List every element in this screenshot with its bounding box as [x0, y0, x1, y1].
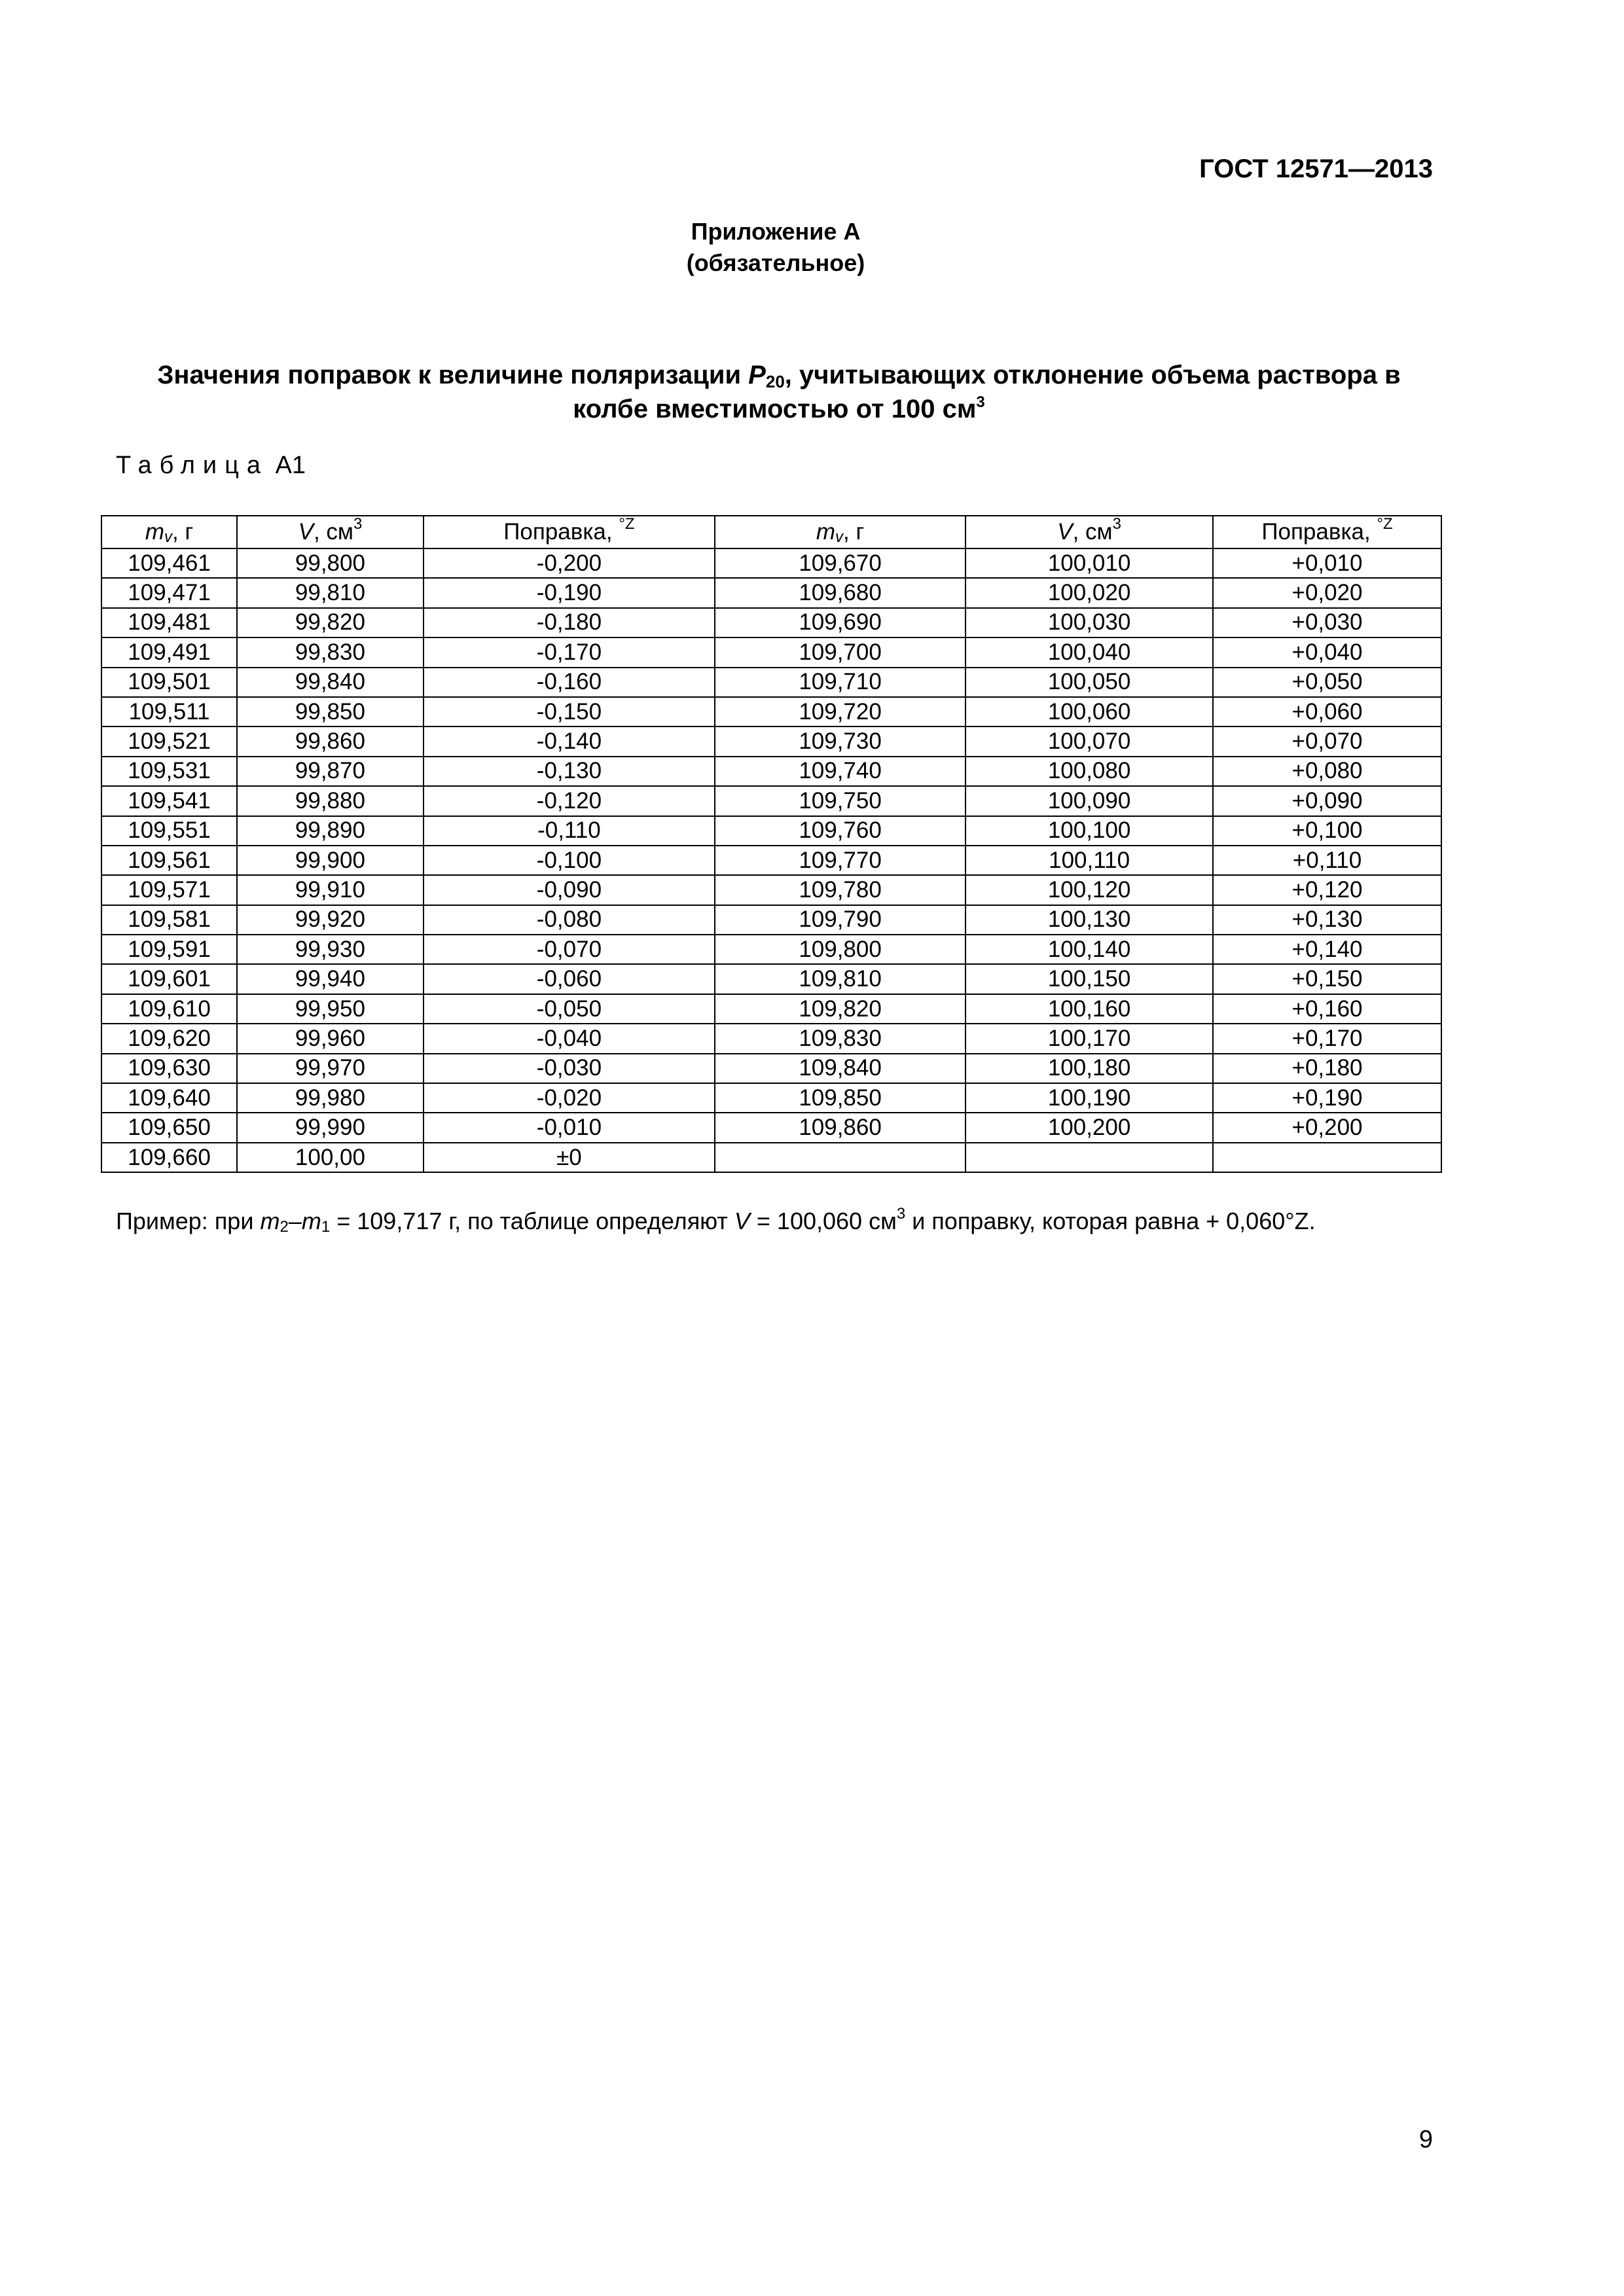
appendix-status: (обязательное): [686, 249, 865, 276]
table-row: [101, 846, 1441, 875]
table-row: [101, 637, 1441, 667]
table-row: [101, 548, 1441, 578]
table-cell: -0,110: [424, 816, 715, 846]
header-volume: V, $см^3$: [965, 516, 1213, 548]
table-cell: 109,840: [715, 1054, 965, 1083]
table-cell: 100,130: [965, 905, 1213, 935]
table-cell: 109,710: [715, 668, 965, 697]
section-title: [118, 358, 1440, 426]
table-cell: -0,120: [424, 786, 715, 816]
table-cell: 100,180: [965, 1054, 1213, 1083]
table-cell: 109,551: [101, 816, 237, 846]
table-cell: 99,850: [237, 697, 424, 726]
table-cell: 109,601: [101, 964, 237, 994]
table-row: [101, 1024, 1441, 1053]
table-row: [101, 875, 1441, 905]
table-cell: 99,960: [237, 1024, 424, 1053]
header-mass: $m_v$, г: [715, 516, 965, 548]
table-row: [101, 1083, 1441, 1113]
table-cell: -0,140: [424, 726, 715, 756]
table-cell: 109,740: [715, 757, 965, 786]
example-label: Пример:: [116, 1208, 208, 1234]
table-cell: 109,591: [101, 935, 237, 964]
title-text-part1: Значения поправок к величине поляризации: [157, 361, 749, 389]
table-cell: 109,680: [715, 578, 965, 607]
table-cell: +0,100: [1213, 816, 1441, 846]
table-cell: 109,481: [101, 608, 237, 637]
table-cell: -0,080: [424, 905, 715, 935]
table-cell: -0,070: [424, 935, 715, 964]
table-cell: 109,491: [101, 637, 237, 667]
example-note: Пример: при $m_2-m_1 = 109,717$ г, по таблице определяют V = 100,060 $см^3$ и поправку, которая равна + 0,060°Z.: [116, 1205, 1316, 1236]
table-cell: 109,700: [715, 637, 965, 667]
table-cell: +0,010: [1213, 548, 1441, 578]
table-cell: +0,050: [1213, 668, 1441, 697]
title-symbol: P: [748, 361, 766, 389]
table-row: [101, 1143, 1441, 1172]
table-cell: 109,541: [101, 786, 237, 816]
table-cell: 100,150: [965, 964, 1213, 994]
table-cell: -0,050: [424, 994, 715, 1024]
table-cell: 100,050: [965, 668, 1213, 697]
title-text-part2: , учитывающих отклонение объема раствора в колбе вместимостью от 100 см: [573, 361, 1401, 423]
table-cell: 109,790: [715, 905, 965, 935]
table-cell: 99,810: [237, 578, 424, 607]
document-code: ГОСТ 12571—2013: [1199, 154, 1433, 183]
table-cell: 99,840: [237, 668, 424, 697]
table-cell: 109,561: [101, 846, 237, 875]
table-cell: 109,571: [101, 875, 237, 905]
table-cell: -0,090: [424, 875, 715, 905]
table-cell: 109,610: [101, 994, 237, 1024]
appendix-heading: [0, 216, 1551, 279]
table-cell: 99,900: [237, 846, 424, 875]
table-cell: -0,060: [424, 964, 715, 994]
table-cell: -0,010: [424, 1113, 715, 1142]
table-cell: +0,080: [1213, 757, 1441, 786]
header-correction: Поправка, $^{^\circ Z}$: [1213, 516, 1441, 548]
table-cell: 109,640: [101, 1083, 237, 1113]
table-cell: 109,660: [101, 1143, 237, 1172]
table-row: [101, 935, 1441, 964]
table-row: [101, 697, 1441, 726]
table-row: [101, 608, 1441, 637]
table-caption-word: Таблица: [116, 452, 268, 479]
table-cell: 109,820: [715, 994, 965, 1024]
table-caption: [116, 452, 306, 480]
table-cell: 99,910: [237, 875, 424, 905]
table-cell: 109,620: [101, 1024, 237, 1053]
table-cell: 99,880: [237, 786, 424, 816]
table-cell: 109,800: [715, 935, 965, 964]
table-cell: +0,180: [1213, 1054, 1441, 1083]
table-cell: 109,581: [101, 905, 237, 935]
table-cell: +0,040: [1213, 637, 1441, 667]
table-cell: 109,461: [101, 548, 237, 578]
table-cell: 109,860: [715, 1113, 965, 1142]
table-cell: 109,730: [715, 726, 965, 756]
table-cell: 100,060: [965, 697, 1213, 726]
table-row: [101, 757, 1441, 786]
table-cell: +0,030: [1213, 608, 1441, 637]
table-cell: 109,471: [101, 578, 237, 607]
header-correction: Поправка, $^{^\circ Z}$: [424, 516, 715, 548]
table-row: [101, 578, 1441, 607]
table-row: [101, 905, 1441, 935]
table-row: [101, 786, 1441, 816]
table-cell: ±0: [424, 1143, 715, 1172]
table-row: [101, 964, 1441, 994]
table-cell: -0,100: [424, 846, 715, 875]
table-cell: -0,150: [424, 697, 715, 726]
table-cell: -0,200: [424, 548, 715, 578]
table-cell: 99,860: [237, 726, 424, 756]
table-cell: 109,690: [715, 608, 965, 637]
table-cell: 100,070: [965, 726, 1213, 756]
table-cell: 99,940: [237, 964, 424, 994]
table-cell: +0,070: [1213, 726, 1441, 756]
table-cell: 100,190: [965, 1083, 1213, 1113]
page-number: 9: [1418, 2126, 1433, 2153]
table-cell: 99,950: [237, 994, 424, 1024]
header-volume: V, $см^3$: [237, 516, 424, 548]
title-sup: 3: [976, 393, 985, 411]
table-cell: [965, 1143, 1213, 1172]
table-cell: +0,170: [1213, 1024, 1441, 1053]
table-cell: +0,140: [1213, 935, 1441, 964]
corrections-table: [101, 515, 1442, 1173]
table-cell: 99,890: [237, 816, 424, 846]
table-caption-id: А1: [275, 452, 306, 479]
table-cell: 99,930: [237, 935, 424, 964]
table-cell: +0,110: [1213, 846, 1441, 875]
table-cell: 99,870: [237, 757, 424, 786]
table-cell: 100,080: [965, 757, 1213, 786]
header-mass: $m_v$, г: [101, 516, 237, 548]
table-cell: 99,920: [237, 905, 424, 935]
table-cell: +0,190: [1213, 1083, 1441, 1113]
table-cell: 109,850: [715, 1083, 965, 1113]
table-cell: -0,170: [424, 637, 715, 667]
table-cell: 99,990: [237, 1113, 424, 1142]
table-row: [101, 816, 1441, 846]
table-row: [101, 726, 1441, 756]
table-cell: 109,770: [715, 846, 965, 875]
table-cell: [715, 1143, 965, 1172]
table-cell: +0,090: [1213, 786, 1441, 816]
table-cell: -0,180: [424, 608, 715, 637]
table-cell: [1213, 1143, 1441, 1172]
table-cell: +0,130: [1213, 905, 1441, 935]
table-row: [101, 1054, 1441, 1083]
table-cell: 99,830: [237, 637, 424, 667]
table-cell: -0,190: [424, 578, 715, 607]
table-cell: -0,130: [424, 757, 715, 786]
table-cell: -0,020: [424, 1083, 715, 1113]
table-row: [101, 1113, 1441, 1142]
table-cell: +0,150: [1213, 964, 1441, 994]
title-symbol-sub: 20: [765, 372, 785, 391]
appendix-label: Приложение А: [691, 218, 861, 245]
table-cell: 100,090: [965, 786, 1213, 816]
table-cell: +0,020: [1213, 578, 1441, 607]
table-cell: 109,501: [101, 668, 237, 697]
table-cell: 100,160: [965, 994, 1213, 1024]
table-cell: 100,140: [965, 935, 1213, 964]
table-cell: 109,521: [101, 726, 237, 756]
table-header-row: [101, 516, 1441, 548]
table-cell: 109,670: [715, 548, 965, 578]
table-cell: 100,010: [965, 548, 1213, 578]
table-cell: 109,830: [715, 1024, 965, 1053]
table-cell: +0,060: [1213, 697, 1441, 726]
table-cell: 99,800: [237, 548, 424, 578]
table-cell: 109,531: [101, 757, 237, 786]
table-cell: 100,100: [965, 816, 1213, 846]
table-row: [101, 994, 1441, 1024]
table-cell: 109,720: [715, 697, 965, 726]
table-cell: +0,200: [1213, 1113, 1441, 1142]
table-cell: 109,810: [715, 964, 965, 994]
table-cell: +0,120: [1213, 875, 1441, 905]
table-cell: -0,040: [424, 1024, 715, 1053]
table-cell: 109,630: [101, 1054, 237, 1083]
table-cell: 99,820: [237, 608, 424, 637]
table-cell: 100,030: [965, 608, 1213, 637]
table-cell: -0,160: [424, 668, 715, 697]
table-cell: 100,00: [237, 1143, 424, 1172]
table-row: [101, 668, 1441, 697]
table-cell: 109,760: [715, 816, 965, 846]
table-body: [101, 548, 1441, 1172]
table-cell: +0,160: [1213, 994, 1441, 1024]
table-cell: 100,110: [965, 846, 1213, 875]
table-cell: 109,650: [101, 1113, 237, 1142]
table-cell: 99,980: [237, 1083, 424, 1113]
table-cell: -0,030: [424, 1054, 715, 1083]
table-cell: 100,120: [965, 875, 1213, 905]
table-cell: 100,020: [965, 578, 1213, 607]
table-cell: 100,200: [965, 1113, 1213, 1142]
table-cell: 100,040: [965, 637, 1213, 667]
table-cell: 100,170: [965, 1024, 1213, 1053]
table-cell: 109,780: [715, 875, 965, 905]
table-cell: 109,511: [101, 697, 237, 726]
table-cell: 109,750: [715, 786, 965, 816]
table-cell: 99,970: [237, 1054, 424, 1083]
